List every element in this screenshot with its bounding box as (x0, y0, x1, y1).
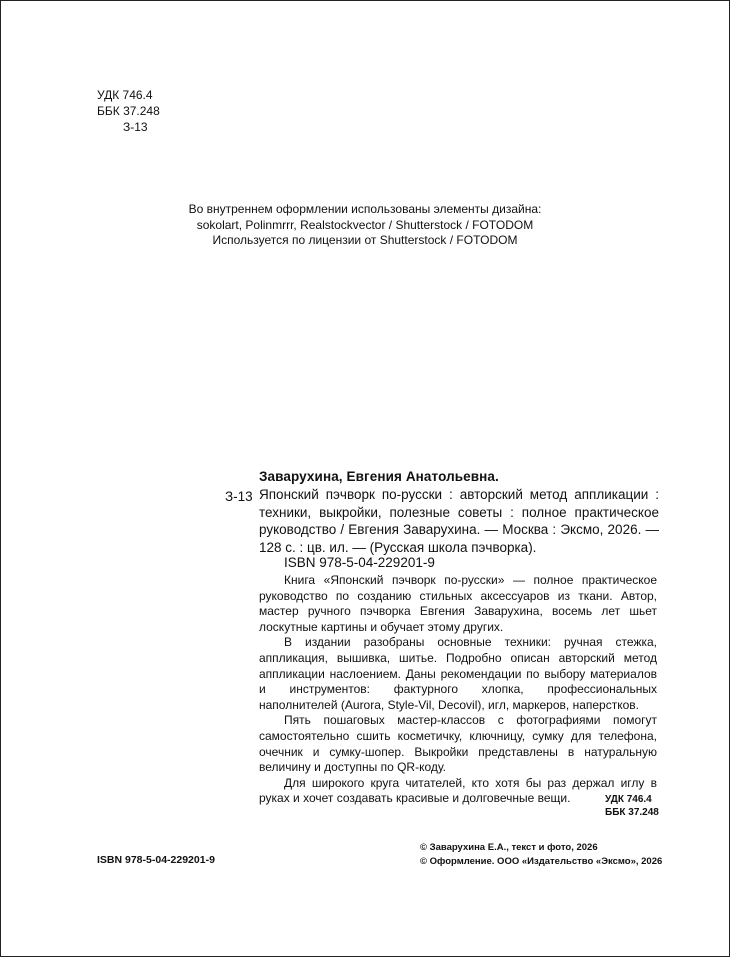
classification-codes-bottom (605, 793, 659, 819)
annotation-paragraph: Пять пошаговых мастер-классов с фотографиями помогут самостоятельно сшить косметичку, ключницу, сумку для телефона, очечник и сумку-шопер. Выкройки представлены в натуральную величину и доступны по QR-коду. (259, 713, 657, 775)
design-credits (0, 202, 730, 249)
biblio-line: руководство / Евгения Заварухина. — Москва : Эксмо, 2026. — (259, 522, 659, 537)
biblio-line: техники, выкройки, полезные советы : полное практическое (259, 504, 659, 520)
credits-line-3: Используется по лицензии от Shutterstock / FOTODOM (212, 233, 518, 247)
annotation-paragraph: Для широкого круга читателей, кто хотя бы раз держал иглу в руках и хочет создавать красивые и долговечные вещи. (259, 775, 657, 806)
bbk-code-bottom: ББК 37.248 (605, 807, 659, 818)
udk-code-bottom: УДК 746.4 (605, 794, 652, 805)
credits-line-1: Во внутреннем оформлении использованы элементы дизайна: (188, 202, 542, 216)
copyright-block (420, 841, 662, 869)
udk-code: УДК 746.4 (97, 88, 153, 102)
author-sign: З-13 (123, 120, 148, 134)
copyright-text: © Заварухина Е.А., текст и фото, 2026 (420, 842, 598, 853)
biblio-line: 128 с. : цв. ил. — (Русская школа пэчворка). (259, 539, 537, 555)
author-heading: Заварухина, Евгения Анатольевна. (259, 469, 499, 484)
annotation (259, 573, 657, 807)
annotation-paragraph: Книга «Японский пэчворк по-русски» — полное практическое руководство по созданию стильных аксессуаров из ткани. Автор, мастер ручного пэчворка Евгения Заварухина, восемь лет шьет лоскутные картины и обучает этому других. (259, 573, 657, 634)
isbn-footer: ISBN 978-5-04-229201-9 (97, 854, 215, 866)
annotation-paragraph: В издании разобраны основные техники: ручная стежка, аппликация, вышивка, шитье. Подробно описан авторский метод аппликации наслоением. Даны рекомендации по выбору материалов и инструментов: фактурного хлопка, профессиональных наполнителей (Aurora, Style-Vil, Decovil), игл, маркеров, наперстков. (259, 635, 657, 712)
biblio-line: Японский пэчворк по-русски : авторский метод аппликации : (259, 487, 659, 502)
isbn-record: ISBN 978-5-04-229201-9 (284, 555, 435, 570)
classification-codes-top (97, 87, 160, 135)
bbk-code: ББК 37.248 (97, 104, 160, 118)
bibliographic-record (259, 486, 659, 556)
record-author-sign: З-13 (225, 489, 253, 504)
credits-line-2: sokolart, Polinmrrr, Realstockvector / Shutterstock / FOTODOM (196, 217, 534, 232)
copyright-design: © Оформление. ООО «Издательство «Эксмо», 2026 (420, 856, 663, 867)
